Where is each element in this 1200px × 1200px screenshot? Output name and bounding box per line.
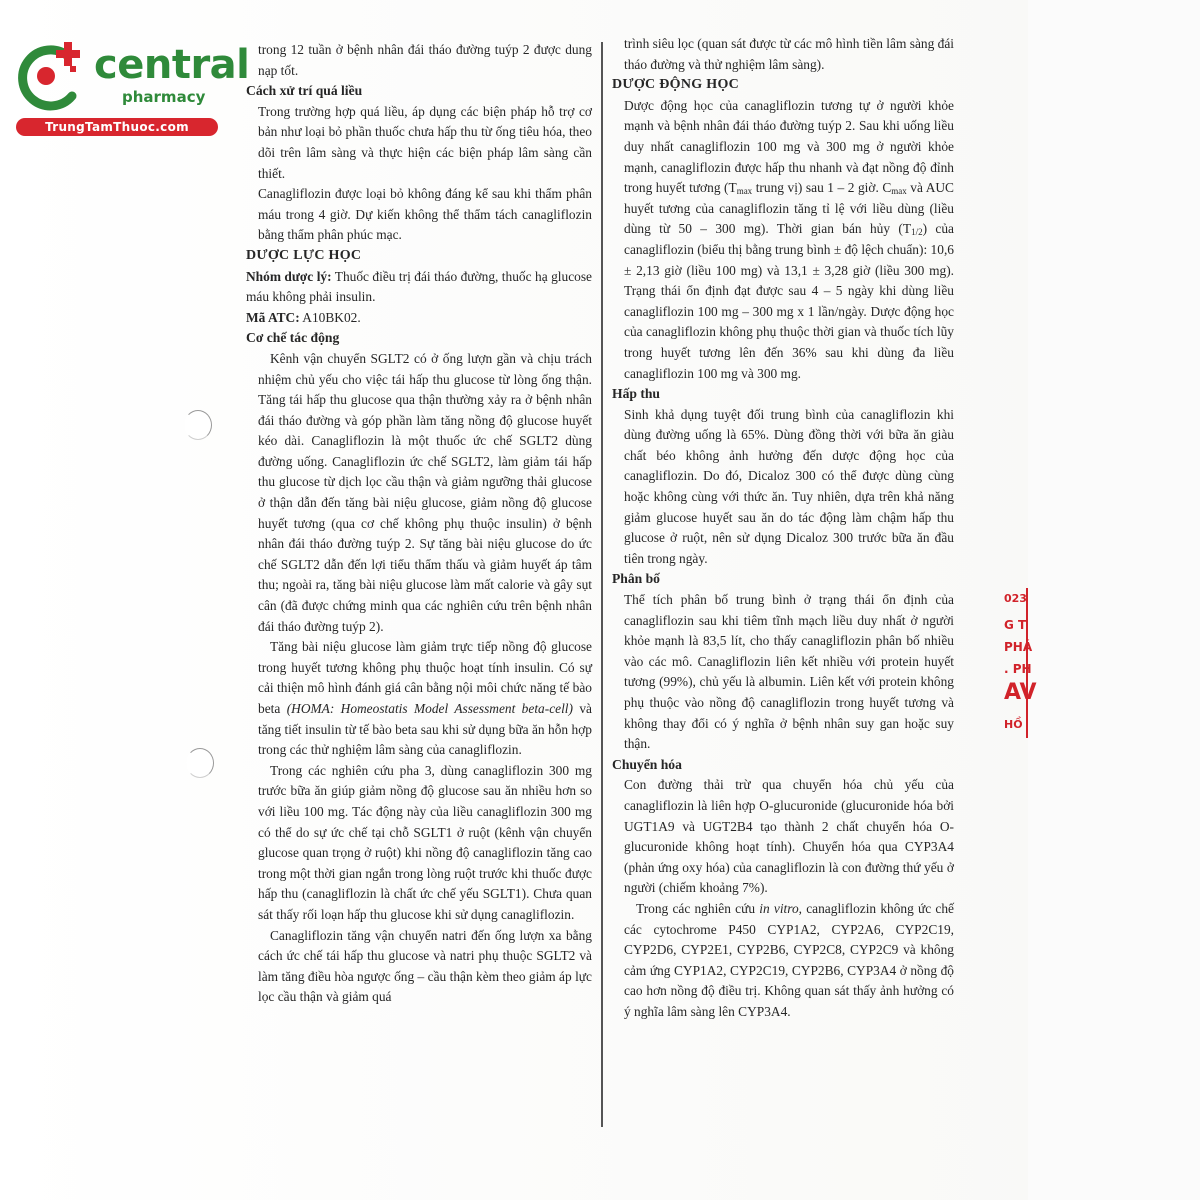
column-divider: [601, 42, 603, 1127]
stamp-text: AV: [1004, 680, 1037, 705]
subscript: 1/2: [911, 227, 923, 238]
text: Tăng bài niệu glucose làm giảm trực tiếp nồng độ glucose trong huyết tương không phụ thuộc hoạt tính insulin. Có sự cải thiện mô hình đánh giá cân bằng nội môi chức năng tế bào beta: [258, 639, 592, 716]
text: và tăng tiết insulin từ tế bào beta sau khi sử dụng bữa ăn hỗn hợp trong các thử nghiệm lâm sàng của canagliflozin.: [258, 701, 592, 758]
right-column: [612, 34, 954, 1023]
heading-absorption: Hấp thu: [612, 386, 660, 402]
paragraph: Trong các nghiên cứu pha 3, dùng canagliflozin 300 mg trước bữa ăn giúp giảm nồng độ glucose sau ăn nhiều hơn so với liều 100 mg. Tác động này của liều canagliflozin 300 mg có thể do sự ức chế tại chỗ SGLT1 ở ruột (kênh vận chuyển glucose quan trọng ở ruột) khi nồng độ canagliflozin tăng cao trong một thời gian ngắn trong lòng ruột trước khi thuốc được hấp thu (canagliflozin là chất ức chế yếu SGLT1). Chưa quan sát thấy rối loạn hấp thu glucose khi sử dụng canagliflozin.: [258, 762, 592, 922]
label: Mã ATC:: [246, 309, 300, 325]
text: ) của canagliflozin (biểu thị bằng trung bình ± độ lệch chuẩn): 10,6 ± 2,13 giờ (liều 100 mg) và 13,1 ± 3,28 giờ (liều 300 mg). Trạng thái ổn định đạt được sau 4 – 5 ngày khi dùng liều canagliflozin 100 mg – 300 mg x 1 lần/ngày. Dược động học của canagliflozin không phụ thuộc thời gian và thuốc tích lũy trong huyết tương lên đến 36% sau khi dùng đa liều canagliflozin 100 mg và 300 mg.: [624, 221, 955, 381]
text: Trong các nghiên cứu: [636, 900, 760, 916]
heading-distribution: Phân bố: [612, 571, 660, 587]
stamp-text: 023: [1004, 592, 1027, 605]
pharmacologic-group: [246, 267, 592, 308]
value: A10BK02.: [299, 309, 361, 325]
subscript: max: [736, 186, 753, 197]
central-pharmacy-logo[interactable]: [10, 38, 250, 138]
atc-code: [246, 308, 592, 329]
stamp-text: PHÁ: [1004, 640, 1033, 654]
stamp-text: G T: [1004, 618, 1027, 632]
paragraph: [246, 637, 592, 761]
paragraph: [612, 96, 954, 384]
logo-brand-text: central: [94, 42, 250, 88]
logo-site-link[interactable]: TrungTamThuoc.com: [16, 118, 218, 136]
heading-metabolism: Chuyển hóa: [612, 756, 682, 772]
left-column: [246, 40, 592, 1008]
page-margin: [1028, 0, 1200, 1200]
paragraph: Sinh khả dụng tuyệt đối trung bình của canagliflozin khi dùng đường uống là 65%. Dùng đồng thời với bữa ăn giàu chất béo không ảnh hưởng đến dược động học của canagliflozin. Do đó, Dicaloz 300 có thể được dùng cùng hoặc không cùng với thức ăn. Tuy nhiên, dựa trên khả năng giảm glucose huyết sau ăn do tác động làm chậm hấp thu glucose ở ruột, nên sử dụng Dicaloz 300 trước bữa ăn đầu tiên trong ngày.: [624, 406, 954, 566]
text: Dược động học của canagliflozin tương tự ở người khỏe mạnh và bệnh nhân đái tháo đường tuýp 2. Sau khi uống liều duy nhất canagliflozin 100 mg và 300 mg ở người khỏe mạnh, canagliflozin được hấp thu nhanh và đạt nồng độ đỉnh trong huyết tương (T: [624, 97, 954, 196]
heading-pharmacodynamics: DƯỢC LỰC HỌC: [246, 247, 362, 263]
text: và AUC huyết tương của canagliflozin tăng tỉ lệ với liều dùng (liều dùng từ 50 – 300 mg). Thời gian bán hủy (T: [624, 180, 954, 237]
stamp-text: HỒ: [1004, 718, 1023, 731]
paragraph: Canagliflozin được loại bỏ không đáng kể sau khi thẩm phân máu trong 4 giờ. Dự kiến không thể thẩm tách canagliflozin bằng thẩm phân phúc mạc.: [258, 186, 592, 243]
subscript: max: [891, 186, 907, 197]
value: Thuốc điều trị đái tháo đường, thuốc hạ glucose máu không phải insulin.: [246, 268, 592, 305]
paragraph: trong 12 tuần ở bệnh nhân đái tháo đường tuýp 2 được dung nạp tốt.: [258, 42, 592, 78]
punch-hole: [184, 410, 212, 440]
paragraph: Kênh vận chuyển SGLT2 có ở ống lượn gần và chịu trách nhiệm chủ yếu cho việc tái hấp thu glucose từ lòng ống thận. Tăng tái hấp thu glucose qua thận thường xảy ra ở bệnh nhân đái tháo đường và góp phần làm tăng nồng độ glucose huyết kéo dài. Canagliflozin là một thuốc ức chế SGLT2 dùng đường uống. Canagliflozin ức chế SGLT2, làm giảm tái hấp thu glucose từ dịch lọc cầu thận và giảm ngưỡng thải glucose ở thận dẫn đến tăng bài niệu glucose, giảm nồng độ glucose huyết tương (qua cơ chế không phụ thuộc insulin) ở bệnh nhân đái tháo đường tuýp 2. Sự tăng bài niệu glucose do ức chế SGLT2 dẫn đến lợi tiểu thẩm thấu và giảm huyết áp tâm thu; ngoài ra, tăng bài niệu glucose làm mất calorie và gây sụt cân (đã được chứng minh qua các nghiên cứu trên bệnh nhân đái tháo đường tuýp 2).: [258, 350, 592, 634]
paragraph: Thể tích phân bố trung bình ở trạng thái ổn định của canagliflozin sau khi tiêm tĩnh mạch liều duy nhất ở người khỏe mạnh là 83,5 lít, cho thấy canagliflozin phân bố nhiều vào các mô. Canagliflozin liên kết nhiều với protein huyết tương (99%), chủ yếu là albumin. Liên kết với protein không phụ thuộc vào nồng độ canagliflozin trong huyết tương và không thay đổi có ý nghĩa ở bệnh nhân suy gan hoặc suy thận.: [624, 592, 954, 752]
paragraph: Con đường thải trừ qua chuyển hóa chủ yếu của canagliflozin là liên hợp O-glucuronide (glucuronide hóa bởi UGT1A9 và UGT2B4 tạo thành 2 chất chuyển hóa O-glucuronide không hoạt tính). Chuyển hóa qua CYP3A4 (phản ứng oxy hóa) của canagliflozin là con đường thứ yếu ở người (chiếm khoảng 7%).: [624, 777, 954, 896]
paragraph: trình siêu lọc (quan sát được từ các mô hình tiền lâm sàng đái tháo đường và thử nghiệm lâm sàng).: [624, 36, 954, 72]
paragraph: Canagliflozin tăng vận chuyển natri đến ống lượn xa bằng cách ức chế tái hấp thu glucose và natri phụ thuộc SGLT2 và làm tăng điều hòa ngược ống – cầu thận kèm theo giảm áp lực lọc cầu thận và giảm quá: [258, 927, 592, 1005]
stamp-text: . PH: [1004, 662, 1032, 676]
text: , canagliflozin không ức chế các cytochrome P450 CYP1A2, CYP2A6, CYP2C19, CYP2D6, CYP2E1, CYP2B6, CYP2C8, CYP2C9 và không cảm ứng CYP1A2, CYP2C19, CYP2B6, CYP3A4 ở nồng độ cao hơn nồng độ điều trị. Không quan sát thấy ảnh hưởng có ý nghĩa lâm sàng lên CYP3A4.: [624, 900, 954, 1019]
punch-hole: [186, 748, 214, 778]
text: trung vị) sau 1 – 2 giờ. C: [752, 180, 892, 196]
red-stamp: [1004, 588, 1044, 740]
italic-text: in vitro: [759, 900, 799, 916]
paragraph: [612, 899, 954, 1023]
italic-text: (HOMA: Homeostatis Model Assessment beta-cell): [286, 701, 573, 716]
label: Nhóm dược lý:: [246, 268, 332, 284]
heading-pharmacokinetics: DƯỢC ĐỘNG HỌC: [612, 77, 740, 93]
heading-overdose: Cách xử trí quá liều: [246, 83, 363, 99]
pharmacy-cross-icon: [10, 38, 90, 118]
logo-subtitle: pharmacy: [122, 88, 206, 106]
paragraph: Trong trường hợp quá liều, áp dụng các biện pháp hỗ trợ cơ bản như loại bỏ phần thuốc chưa hấp thu từ ống tiêu hóa, theo dõi trên lâm sàng và thực hiện các biện pháp lâm sàng cần thiết.: [258, 103, 592, 181]
heading-mechanism: Cơ chế tác động: [246, 330, 340, 346]
